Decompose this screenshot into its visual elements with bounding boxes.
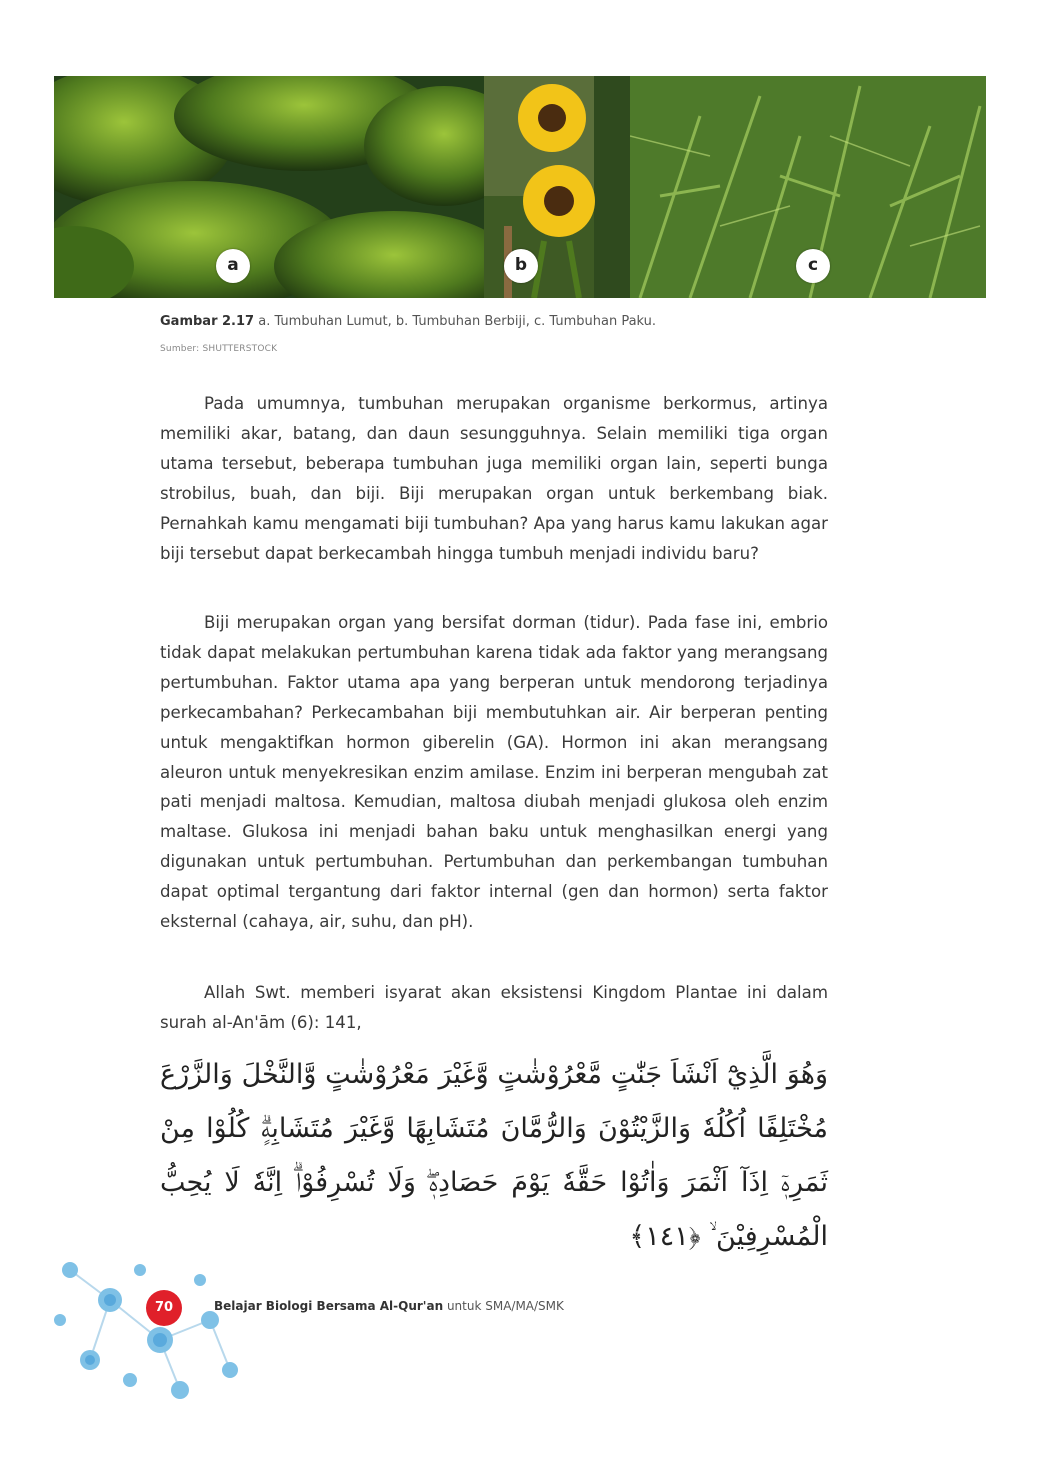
caption-text: a. Tumbuhan Lumut, b. Tumbuhan Berbiji, c. Tumbuhan Paku. xyxy=(254,314,657,329)
label-b: b xyxy=(504,249,538,283)
label-c: c xyxy=(796,249,830,283)
book-title-rest: untuk SMA/MA/SMK xyxy=(443,1299,564,1313)
caption-label: Gambar 2.17 xyxy=(160,314,255,329)
book-title-bold: Belajar Biologi Bersama Al-Qur'an xyxy=(214,1299,444,1313)
moss-photo xyxy=(54,76,484,298)
figure-source: Sumber: SHUTTERSTOCK xyxy=(160,344,278,354)
figure-caption xyxy=(160,314,656,329)
page-number: 70 xyxy=(146,1290,182,1326)
sunflower-photo xyxy=(484,76,630,298)
footer-book-title xyxy=(214,1299,564,1313)
quran-verse: وَهُوَ الَّذِيْٓ اَنْشَاَ جَنّٰتٍ مَّعْرُوْشٰتٍ وَّغَيْرَ مَعْرُوْشٰتٍ وَّالنَّخْلَ وَالزَّرْعَ مُخْتَلِفًا اُكُلُهٗ وَالزَّيْتُوْنَ وَالرُّمَّانَ مُتَشَابِهًا وَّغَيْرَ مُتَشَابِهٍۗ كُلُوْا مِنْ ثَمَرِهٖٓ اِذَآ اَثْمَرَ وَاٰتُوْا حَقَّهٗ يَوْمَ حَصَادِهٖۖ وَلَا تُسْرِفُوْاۗ اِنَّهٗ لَا يُحِبُّ الْمُسْرِفِيْنَ ۙ ﴿١٤١﴾ xyxy=(160,1059,828,1252)
fern-photo xyxy=(630,76,986,298)
paragraph-1: Pada umumnya, tumbuhan merupakan organisme berkormus, artinya memiliki akar, batang, dan daun sesungguhnya. Selain memiliki tiga organ utama tersebut, beberapa tumbuhan juga memiliki organ lain, seperti bunga strobilus, buah, dan biji. Biji merupakan organ untuk berkembang biak. Pernahkah kamu mengamati biji tumbuhan? Apa yang harus kamu lakukan agar biji tersebut dapat berkecambah hingga tumbuh menjadi individu baru? xyxy=(160,394,828,563)
label-a: a xyxy=(216,249,250,283)
paragraph-2: Biji merupakan organ yang bersifat dorman (tidur). Pada fase ini, embrio tidak dapat melakukan pertumbuhan karena tidak ada faktor yang merangsang pertumbuhan. Faktor utama apa yang berperan untuk mendorong terjadinya perkecambahan? Perkecambahan biji membutuhkan air. Air berperan penting untuk mengaktifkan hormon giberelin (GA). Hormon ini akan merangsang aleuron untuk menyekresikan enzim amilase. Enzim ini berperan mengubah zat pati menjadi maltosa. Kemudian, maltosa diubah menjadi glukosa oleh enzim maltase. Glukosa ini menjadi bahan baku untuk menghasilkan energi yang digunakan untuk pertumbuhan. Pertumbuhan dan perkembangan tumbuhan dapat optimal tergantung dari faktor internal (gen dan hormon) serta faktor eksternal (cahaya, air, suhu, dan pH). xyxy=(160,613,828,932)
paragraph-3: Allah Swt. memberi isyarat akan eksistensi Kingdom Plantae ini dalam surah al-An'ām (6): 141, xyxy=(160,983,828,1032)
figure-2-17 xyxy=(54,76,986,298)
molecule-decoration xyxy=(50,1250,250,1410)
